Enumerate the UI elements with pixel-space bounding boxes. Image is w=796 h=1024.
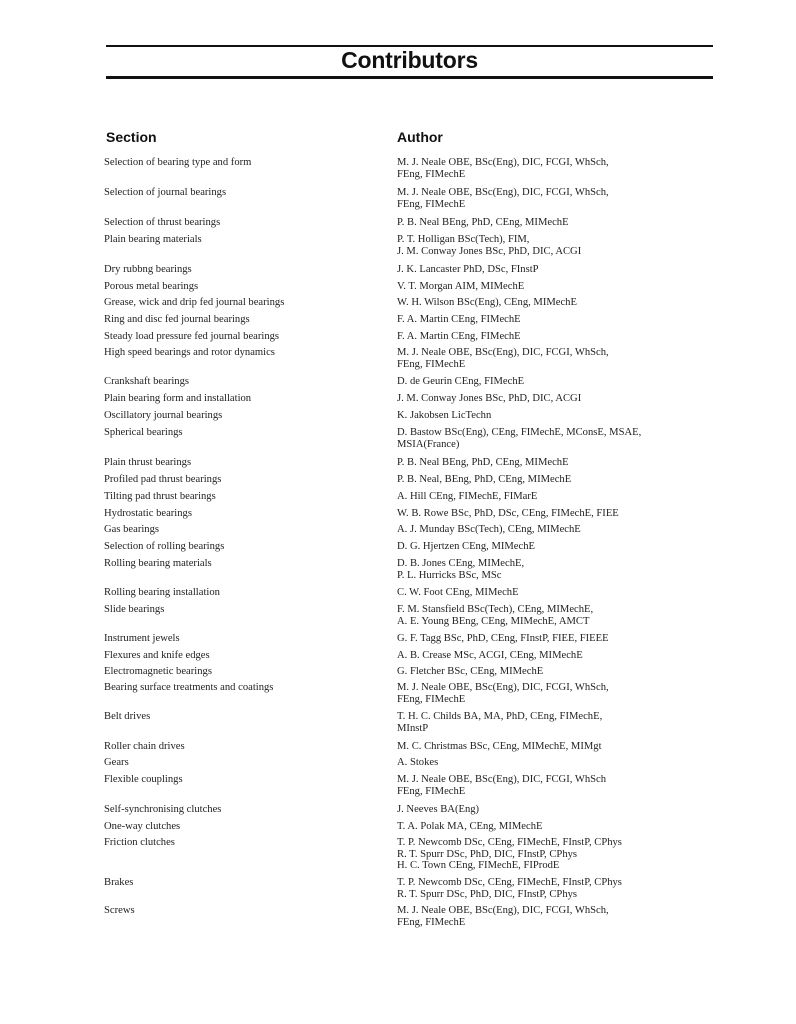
author-cell: F. M. Stansfield BSc(Tech), CEng, MIMechE, A. E. Young BEng, CEng, MIMechE, AMCT bbox=[397, 604, 594, 627]
section-cell: Steady load pressure fed journal bearings bbox=[104, 331, 280, 342]
section-cell: Flexures and knife edges bbox=[104, 650, 210, 661]
section-cell: One-way clutches bbox=[104, 821, 181, 832]
author-cell: P. B. Neal BEng, PhD, CEng, MIMechE bbox=[397, 457, 569, 468]
author-cell: T. P. Newcomb DSc, CEng, FIMechE, FInstP, CPhys R. T. Spurr DSc, PhD, DIC, FInstP, CPhys H. C. Town CEng, FIMechE, FIProdE bbox=[397, 837, 622, 871]
section-cell: Plain thrust bearings bbox=[104, 457, 192, 468]
section-cell: Belt drives bbox=[104, 711, 151, 722]
author-cell: M. J. Neale OBE, BSc(Eng), DIC, FCGI, WhSch, FEng, FIMechE bbox=[397, 187, 609, 210]
author-cell: M. J. Neale OBE, BSc(Eng), DIC, FCGI, WhSch, FEng, FIMechE bbox=[397, 347, 609, 370]
author-cell: V. T. Morgan AIM, MIMechE bbox=[397, 281, 525, 292]
section-cell: High speed bearings and rotor dynamics bbox=[104, 347, 275, 358]
section-cell: Grease, wick and drip fed journal bearings bbox=[104, 297, 285, 308]
section-cell: Selection of journal bearings bbox=[104, 187, 227, 198]
author-cell: D. de Geurin CEng, FIMechE bbox=[397, 376, 525, 387]
section-cell: Spherical bearings bbox=[104, 427, 183, 438]
section-cell: Gas bearings bbox=[104, 524, 160, 535]
author-cell: D. G. Hjertzen CEng, MIMechE bbox=[397, 541, 535, 552]
author-cell: A. J. Munday BSc(Tech), CEng, MIMechE bbox=[397, 524, 581, 535]
author-cell: M. J. Neale OBE, BSc(Eng), DIC, FCGI, WhSch, FEng, FIMechE bbox=[397, 157, 609, 180]
author-cell: J. K. Lancaster PhD, DSc, FInstP bbox=[397, 264, 539, 275]
section-cell: Porous metal bearings bbox=[104, 281, 199, 292]
section-cell: Slide bearings bbox=[104, 604, 165, 615]
author-cell: A. Hill CEng, FIMechE, FIMarE bbox=[397, 491, 538, 502]
author-cell: W. B. Rowe BSc, PhD, DSc, CEng, FIMechE, FIEE bbox=[397, 508, 619, 519]
author-cell: J. M. Conway Jones BSc, PhD, DIC, ACGI bbox=[397, 393, 582, 404]
section-cell: Dry rubbng bearings bbox=[104, 264, 192, 275]
author-column-header: Author bbox=[397, 129, 443, 145]
author-cell: T. A. Polak MA, CEng, MIMechE bbox=[397, 821, 543, 832]
section-cell: Profiled pad thrust bearings bbox=[104, 474, 222, 485]
author-cell: P. T. Holligan BSc(Tech), FIM, J. M. Conway Jones BSc, PhD, DIC, ACGI bbox=[397, 234, 582, 257]
section-cell: Oscillatory journal bearings bbox=[104, 410, 223, 421]
section-cell: Flexible couplings bbox=[104, 774, 183, 785]
section-cell: Electromagnetic bearings bbox=[104, 666, 212, 677]
section-cell: Plain bearing materials bbox=[104, 234, 202, 245]
section-cell: Gears bbox=[104, 757, 129, 768]
section-cell: Crankshaft bearings bbox=[104, 376, 190, 387]
author-cell: M. C. Christmas BSc, CEng, MIMechE, MIMgt bbox=[397, 741, 602, 752]
author-cell: T. P. Newcomb DSc, CEng, FIMechE, FInstP, CPhys R. T. Spurr DSc, PhD, DIC, FInstP, CPhys bbox=[397, 877, 622, 900]
author-cell: K. Jakobsen LicTechn bbox=[397, 410, 492, 421]
author-cell: G. F. Tagg BSc, PhD, CEng, FInstP, FIEE, FIEEE bbox=[397, 633, 609, 644]
section-cell: Brakes bbox=[104, 877, 134, 888]
author-cell: P. B. Neal BEng, PhD, CEng, MIMechE bbox=[397, 217, 569, 228]
section-cell: Selection of bearing type and form bbox=[104, 157, 252, 168]
author-cell: F. A. Martin CEng, FIMechE bbox=[397, 331, 521, 342]
section-cell: Tilting pad thrust bearings bbox=[104, 491, 216, 502]
section-cell: Hydrostatic bearings bbox=[104, 508, 192, 519]
section-cell: Screws bbox=[104, 905, 135, 916]
author-cell: P. B. Neal, BEng, PhD, CEng, MIMechE bbox=[397, 474, 572, 485]
author-cell: M. J. Neale OBE, BSc(Eng), DIC, FCGI, WhSch, FEng, FIMechE bbox=[397, 682, 609, 705]
author-cell: D. Bastow BSc(Eng), CEng, FIMechE, MConsE, MSAE, MSIA(France) bbox=[397, 427, 642, 450]
section-cell: Bearing surface treatments and coatings bbox=[104, 682, 274, 693]
section-cell: Ring and disc fed journal bearings bbox=[104, 314, 250, 325]
section-cell: Instrument jewels bbox=[104, 633, 180, 644]
section-cell: Rolling bearing installation bbox=[104, 587, 220, 598]
author-cell: J. Neeves BA(Eng) bbox=[397, 804, 480, 815]
author-cell: G. Fletcher BSc, CEng, MIMechE bbox=[397, 666, 544, 677]
section-column-header: Section bbox=[106, 129, 157, 145]
author-cell: M. J. Neale OBE, BSc(Eng), DIC, FCGI, WhSch FEng, FIMechE bbox=[397, 774, 607, 797]
section-cell: Friction clutches bbox=[104, 837, 175, 848]
author-cell: M. J. Neale OBE, BSc(Eng), DIC, FCGI, WhSch, FEng, FIMechE bbox=[397, 905, 609, 928]
author-cell: C. W. Foot CEng, MIMechE bbox=[397, 587, 519, 598]
section-cell: Selection of rolling bearings bbox=[104, 541, 225, 552]
author-cell: F. A. Martin CEng, FIMechE bbox=[397, 314, 521, 325]
section-cell: Rolling bearing materials bbox=[104, 558, 212, 569]
author-cell: T. H. C. Childs BA, MA, PhD, CEng, FIMechE, MInstP bbox=[397, 711, 603, 734]
author-cell: D. B. Jones CEng, MIMechE, P. L. Hurricks BSc, MSc bbox=[397, 558, 525, 581]
section-cell: Roller chain drives bbox=[104, 741, 185, 752]
section-cell: Selection of thrust bearings bbox=[104, 217, 221, 228]
page-title: Contributors bbox=[341, 47, 478, 73]
section-cell: Self-synchronising clutches bbox=[104, 804, 222, 815]
author-cell: W. H. Wilson BSc(Eng), CEng, MIMechE bbox=[397, 297, 577, 308]
section-cell: Plain bearing form and installation bbox=[104, 393, 252, 404]
author-cell: A. Stokes bbox=[397, 757, 439, 768]
author-cell: A. B. Crease MSc, ACGI, CEng, MIMechE bbox=[397, 650, 583, 661]
